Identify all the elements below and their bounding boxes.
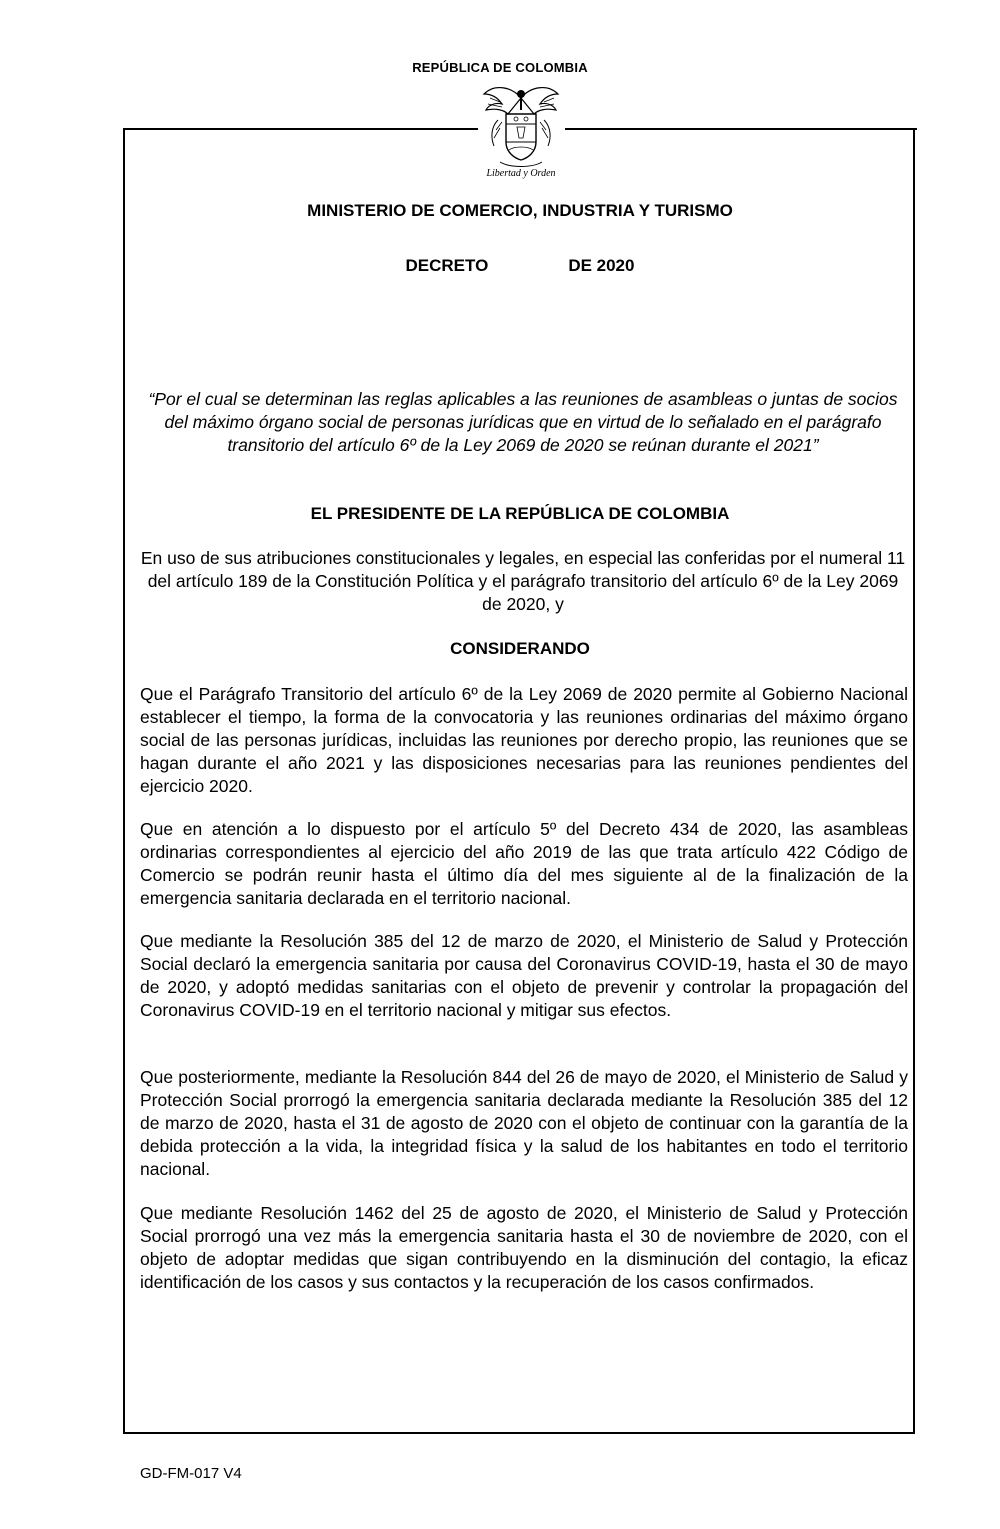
president-heading: EL PRESIDENTE DE LA REPÚBLICA DE COLOMBIA [310,504,730,523]
considerando-paragraph: Que mediante la Resolución 385 del 12 de marzo de 2020, el Ministerio de Salud y Protección Social declaró la emergencia sanitaria por causa del Coronavirus COVID-19, hasta el 30 de mayo de 2020, y adoptó medidas sanitarias con el objeto de prevenir y controlar la propagación del Coronavirus COVID-19 en el territorio nacional y mitigar sus efectos. [140,931,908,1020]
decree-subject: “Por el cual se determinan las reglas aplicables a las reuniones de asambleas o juntas de socios del máximo órgano social de personas jurídicas que en virtud de lo señalado en el parágrafo transitorio del artículo 6º de la Ley 2069 de 2020 se reúnan durante el 2021” [148,389,898,455]
ministry-title: MINISTERIO DE COMERCIO, INDUSTRIA Y TURISMO [307,201,733,220]
decree-heading [123,256,917,276]
form-code: GD-FM-017 V4 [140,1465,242,1482]
considerando-paragraph: Que el Parágrafo Transitorio del artículo 6º de la Ley 2069 de 2020 permite al Gobierno Nacional establecer el tiempo, la forma de la convocatoria y las reuniones ordinarias del máximo órgano social de las personas jurídicas, incluidas las reuniones por derecho propio, las reuniones que se hagan durante el año 2021 y las disposiciones necesarias para las reuniones pendientes del ejercicio 2020. [140,684,908,796]
decree-label: DECRETO [405,256,489,275]
republic-header: REPÚBLICA DE COLOMBIA [412,60,588,75]
considerando-paragraph: Que mediante Resolución 1462 del 25 de agosto de 2020, el Ministerio de Salud y Protección Social prorrogó una vez más la emergencia sanitaria hasta el 30 de noviembre de 2020, con el objeto de adoptar medidas que sigan contribuyendo en la disminución del contagio, la eficaz identificación de los casos y sus contactos y la recuperación de los casos confirmados. [140,1203,908,1292]
decree-year: DE 2020 [568,256,635,275]
considerando-paragraph: Que en atención a lo dispuesto por el artículo 5º del Decreto 434 de 2020, las asambleas ordinarias correspondientes al ejercicio del año 2019 de las que trata artículo 422 Código de Comercio se podrán reunir hasta el último día del mes siguiente al de la finalización de la emergencia sanitaria declarada en el territorio nacional. [140,819,908,908]
considerando-heading: CONSIDERANDO [450,639,590,658]
frame-top-right-line [565,128,917,130]
powers-statement: En uso de sus atribuciones constitucionales y legales, en especial las conferidas por el numeral 11 del artículo 189 de la Constitución Política y el parágrafo transitorio del artículo 6º de la Ley 2069 de 2020, y [140,548,906,614]
motto-text: Libertad y Orden [486,168,556,179]
considerando-paragraph: Que posteriormente, mediante la Resolución 844 del 26 de mayo de 2020, el Ministerio de Salud y Protección Social prorrogó la emergencia sanitaria declarada mediante la Resolución 385 del 12 de marzo de 2020, hasta el 31 de agosto de 2020 con el objeto de continuar con la garantía de la debida protección a la vida, la integridad física y la salud de los habitantes en todo el territorio nacional. [140,1067,908,1179]
frame-top-left-line [123,128,478,130]
